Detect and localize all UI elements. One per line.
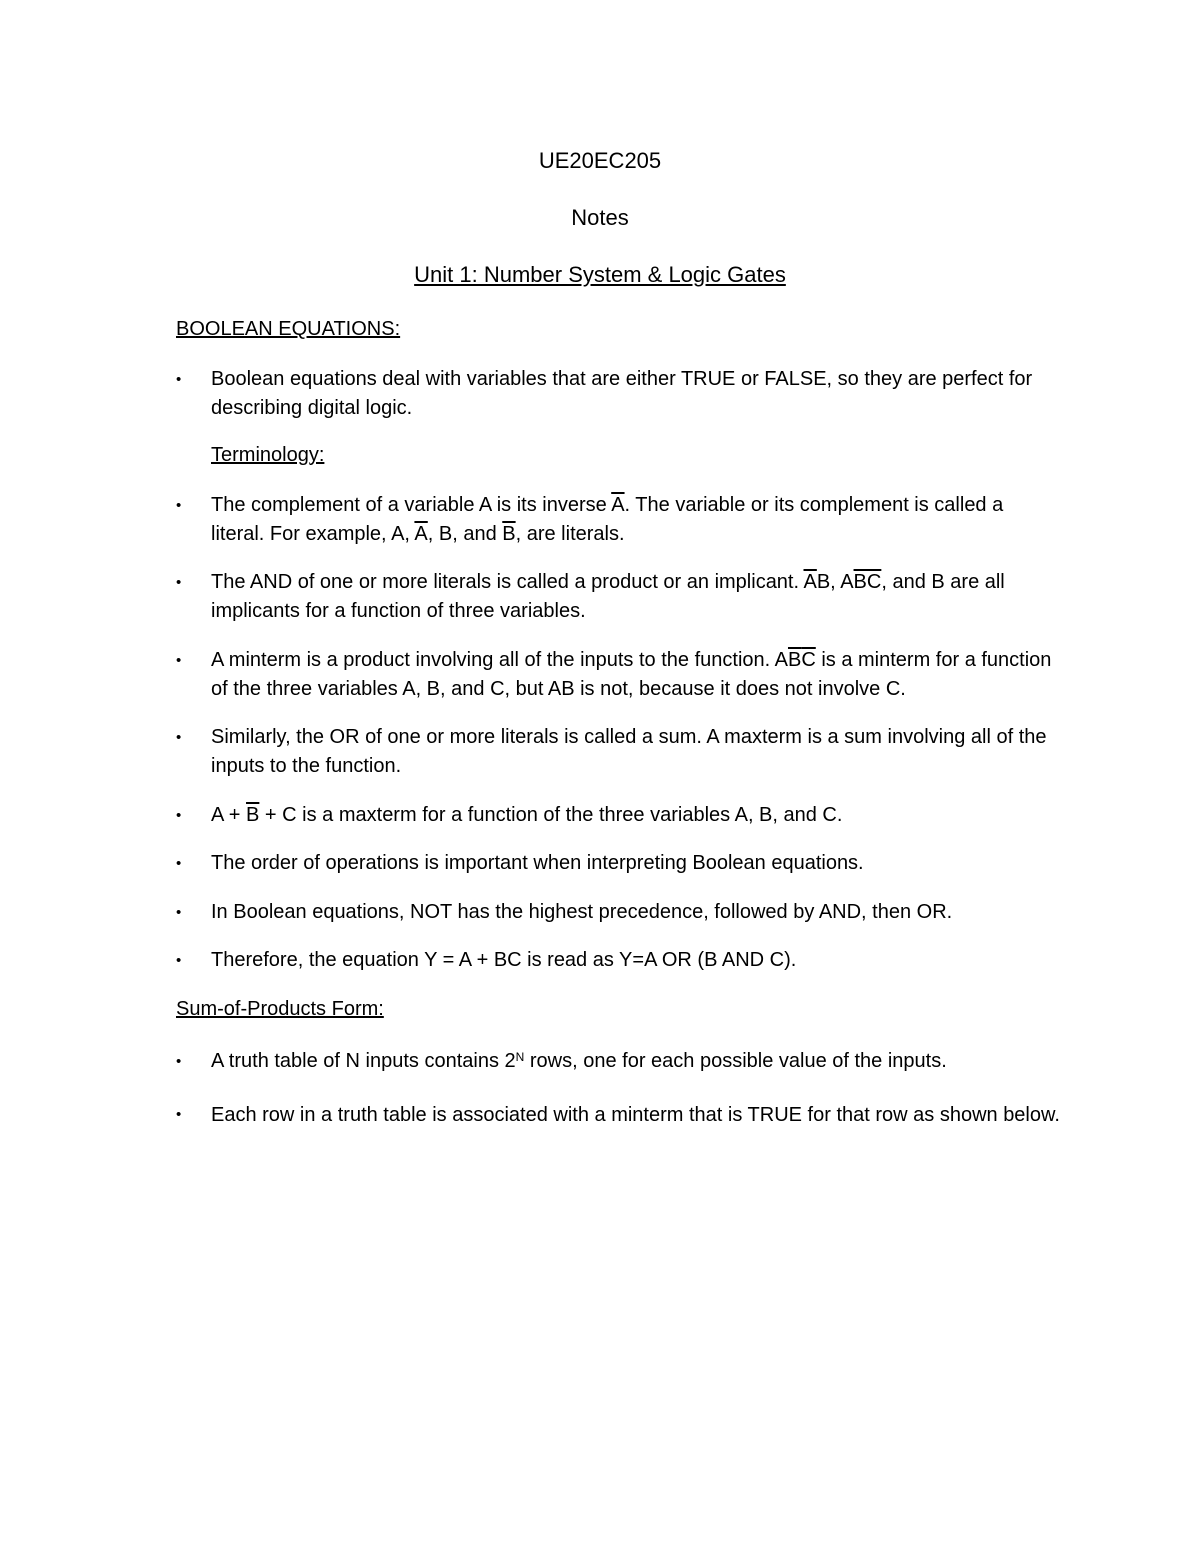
bullet-icon: • bbox=[176, 574, 182, 591]
bullet-order bbox=[176, 849, 1061, 878]
bullet-icon: • bbox=[176, 1053, 182, 1070]
bullet-text: Boolean equations deal with variables that are either TRUE or FALSE, so they are perfect for describing digital logic. bbox=[211, 368, 1033, 419]
bullet-text: In Boolean equations, NOT has the highest precedence, followed by AND, then OR. bbox=[211, 901, 953, 923]
bullet-text: The AND of one or more literals is called a product or an implicant. $\overline{A}B$, $A\overline{BC}$, and B are all implicants for a function of three variables. bbox=[211, 571, 1005, 622]
terminology-heading: Terminology: bbox=[211, 444, 325, 466]
bullet-truth-table-minterm bbox=[176, 1099, 1061, 1131]
bullet-text: The complement of a variable A is its inverse $\overline{A}$. The variable or its complement is called a literal. For example, A, $\overline{A}$, B, and $\overline{B}$, are literals. bbox=[211, 494, 1004, 545]
course-code: UE20EC205 bbox=[538, 148, 662, 173]
bullet-icon: • bbox=[176, 807, 182, 824]
bullet-text: Similarly, the OR of one or more literals is called a sum. A maxterm is a sum involving all of the inputs to the function. bbox=[211, 726, 1047, 777]
bullet-equation-example bbox=[176, 946, 1061, 975]
bullet-precedence bbox=[176, 898, 1061, 927]
bullet-truth-table-rows bbox=[176, 1047, 1061, 1076]
bullet-icon: • bbox=[176, 729, 182, 746]
bullet-text: Therefore, the equation Y = A + BC is read as Y=A OR (B AND C). bbox=[211, 949, 797, 971]
bullet-text: The order of operations is important when interpreting Boolean equations. bbox=[211, 852, 864, 874]
bullet-minterm bbox=[176, 646, 1061, 704]
bullet-text: A minterm is a product involving all of the inputs to the function. $A\overline{B}\overline{C}$ is a minterm for a function of the three variables A, B, and C, but AB is not, because it does not involve C. bbox=[211, 649, 1052, 700]
unit-title: Unit 1: Number System & Logic Gates bbox=[414, 262, 786, 287]
bullet-icon: • bbox=[176, 952, 182, 969]
notes-label: Notes bbox=[571, 205, 629, 230]
bullet-maxterm-example bbox=[176, 801, 1061, 830]
bullet-icon: • bbox=[176, 652, 182, 669]
bullet-boolean-intro bbox=[176, 365, 1061, 423]
bullet-icon: • bbox=[176, 855, 182, 872]
boolean-equations-heading: BOOLEAN EQUATIONS: bbox=[176, 318, 401, 340]
sum-of-products-heading: Sum-of-Products Form: bbox=[176, 998, 384, 1020]
bullet-icon: • bbox=[176, 371, 182, 388]
bullet-implicant bbox=[176, 568, 1061, 626]
bullet-complement bbox=[176, 491, 1061, 549]
bullet-text: A truth table of N inputs contains $2^N$ rows, one for each possible value of the inputs. bbox=[211, 1050, 947, 1072]
bullet-maxterm-def bbox=[176, 723, 1061, 781]
bullet-text: Each row in a truth table is associated with a minterm that is TRUE for that row as shown below. bbox=[211, 1104, 1060, 1126]
bullet-icon: • bbox=[176, 904, 182, 921]
bullet-icon: • bbox=[176, 1106, 182, 1123]
bullet-text: $A + \overline{B} + C$ is a maxterm for a function of the three variables A, B, and C. bbox=[211, 804, 843, 826]
bullet-icon: • bbox=[176, 497, 182, 514]
